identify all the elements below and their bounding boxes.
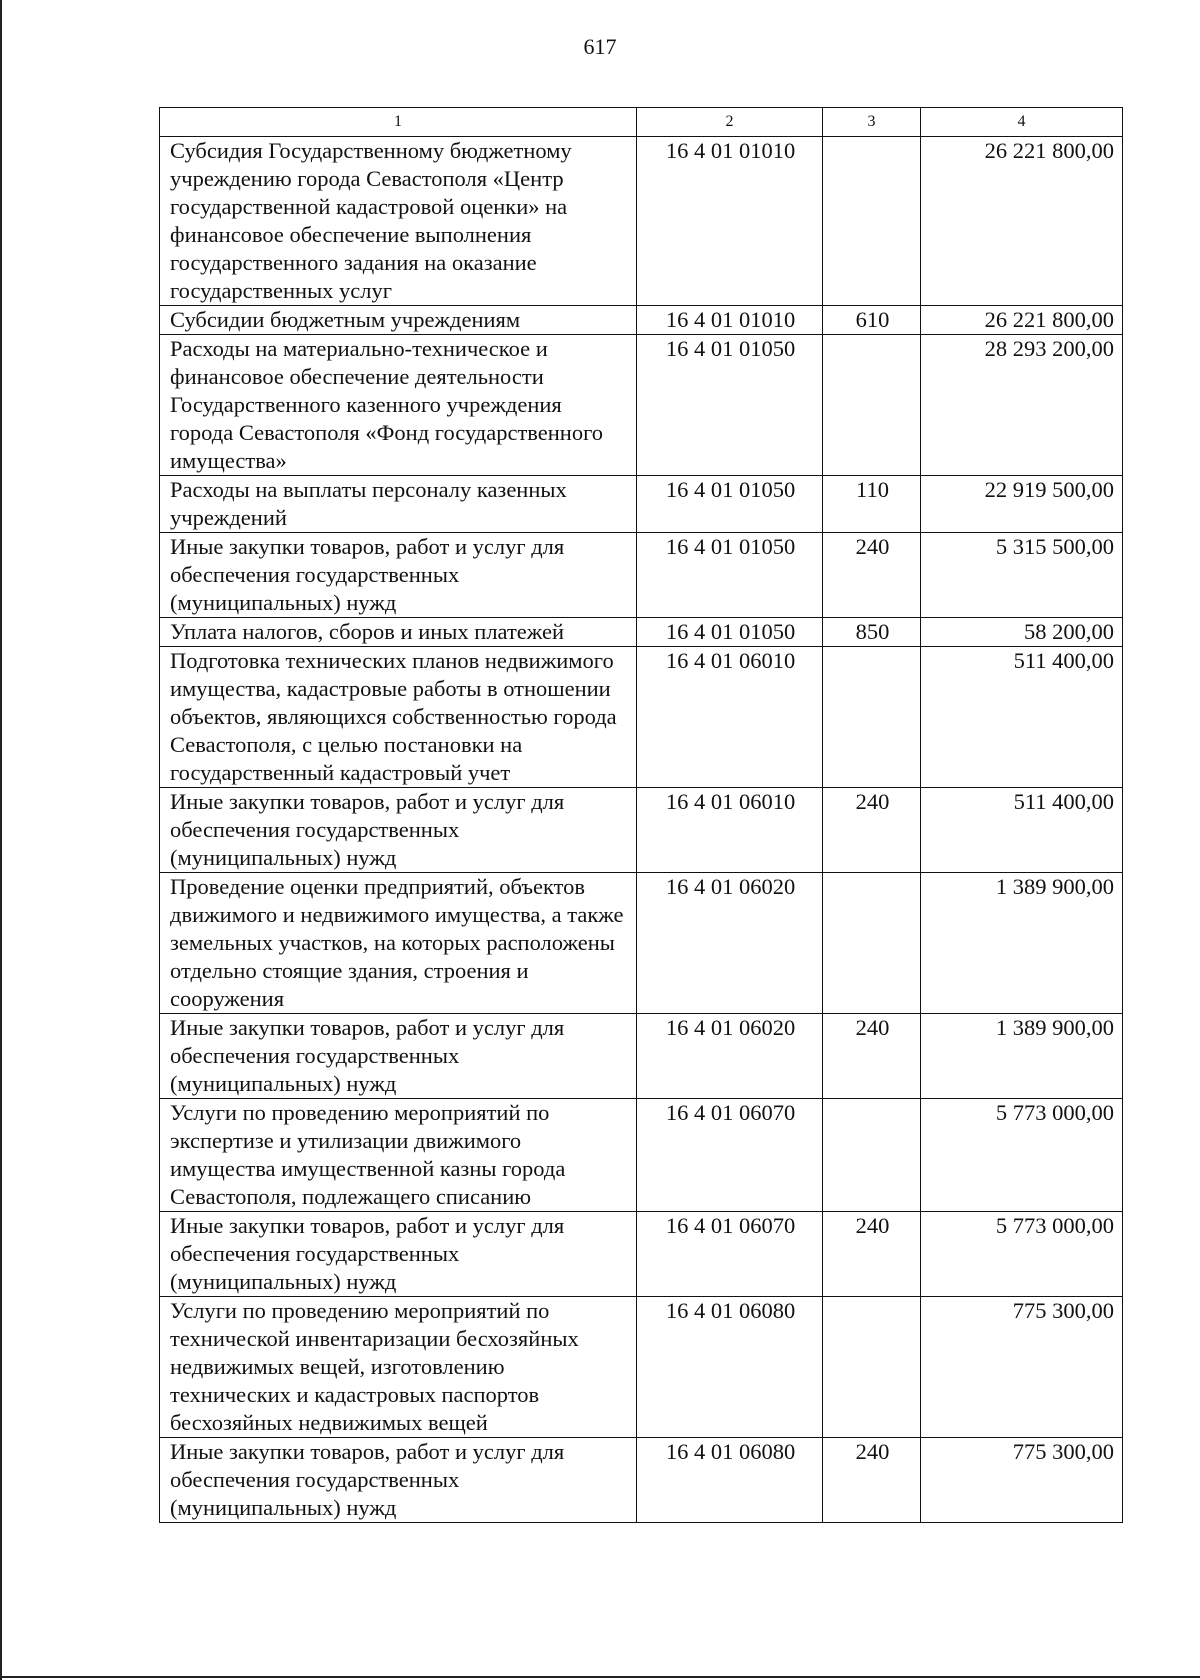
column-number-3: 3 — [823, 108, 921, 137]
amount-cell: 775 300,00 — [921, 1297, 1123, 1438]
target-code-cell: 16 4 01 06010 — [637, 647, 823, 788]
target-code-cell: 16 4 01 01050 — [637, 533, 823, 618]
table-row — [160, 788, 1123, 873]
expense-type-cell — [823, 873, 921, 1014]
target-code-cell: 16 4 01 01010 — [637, 137, 823, 306]
table-row — [160, 1297, 1123, 1438]
column-number-4: 4 — [921, 108, 1123, 137]
amount-cell: 5 773 000,00 — [921, 1212, 1123, 1297]
expense-name-cell: Расходы на материально-техническое и финансовое обеспечение деятельности Государственного казенного учреждения города Севастополя «Фонд государственного имущества» — [160, 335, 637, 476]
expense-name-cell: Иные закупки товаров, работ и услуг для обеспечения государственных (муниципальных) нужд — [160, 533, 637, 618]
table-row — [160, 873, 1123, 1014]
expense-type-cell — [823, 1297, 921, 1438]
expense-type-cell: 610 — [823, 306, 921, 335]
expense-name-cell: Услуги по проведению мероприятий по технической инвентаризации бесхозяйных недвижимых вещей, изготовлению технических и кадастровых паспортов бесхозяйных недвижимых вещей — [160, 1297, 637, 1438]
table-row — [160, 306, 1123, 335]
expense-name-cell: Субсидия Государственному бюджетному учреждению города Севастополя «Центр государственной кадастровой оценки» на финансовое обеспечение выполнения государственного задания на оказание государственных услуг — [160, 137, 637, 306]
target-code-cell: 16 4 01 06080 — [637, 1297, 823, 1438]
budget-table-body — [160, 108, 1123, 1523]
expense-type-cell — [823, 1099, 921, 1212]
expense-type-cell — [823, 137, 921, 306]
expense-name-cell: Расходы на выплаты персоналу казенных учреждений — [160, 476, 637, 533]
budget-table — [159, 107, 1123, 1523]
expense-name-cell: Уплата налогов, сборов и иных платежей — [160, 618, 637, 647]
target-code-cell: 16 4 01 01050 — [637, 476, 823, 533]
expense-type-cell: 240 — [823, 1014, 921, 1099]
amount-cell: 511 400,00 — [921, 788, 1123, 873]
amount-cell: 22 919 500,00 — [921, 476, 1123, 533]
expense-name-cell: Субсидии бюджетным учреждениям — [160, 306, 637, 335]
expense-name-cell: Иные закупки товаров, работ и услуг для обеспечения государственных (муниципальных) нужд — [160, 788, 637, 873]
scan-edge-bottom — [0, 1676, 1200, 1678]
amount-cell: 1 389 900,00 — [921, 873, 1123, 1014]
amount-cell: 26 221 800,00 — [921, 137, 1123, 306]
expense-type-cell: 240 — [823, 788, 921, 873]
target-code-cell: 16 4 01 01050 — [637, 618, 823, 647]
expense-type-cell: 240 — [823, 1212, 921, 1297]
amount-cell: 58 200,00 — [921, 618, 1123, 647]
target-code-cell: 16 4 01 01010 — [637, 306, 823, 335]
table-row — [160, 533, 1123, 618]
table-row — [160, 647, 1123, 788]
expense-name-cell: Иные закупки товаров, работ и услуг для обеспечения государственных (муниципальных) нужд — [160, 1212, 637, 1297]
expense-type-cell — [823, 647, 921, 788]
target-code-cell: 16 4 01 01050 — [637, 335, 823, 476]
amount-cell: 1 389 900,00 — [921, 1014, 1123, 1099]
expense-name-cell: Подготовка технических планов недвижимого имущества, кадастровые работы в отношении объектов, являющихся собственностью города Севастополя, с целью постановки на государственный кадастровый учет — [160, 647, 637, 788]
column-number-1: 1 — [160, 108, 637, 137]
table-row — [160, 1014, 1123, 1099]
expense-name-cell: Услуги по проведению мероприятий по экспертизе и утилизации движимого имущества имущественной казны города Севастополя, подлежащего списанию — [160, 1099, 637, 1212]
target-code-cell: 16 4 01 06080 — [637, 1438, 823, 1523]
expense-type-cell: 850 — [823, 618, 921, 647]
expense-type-cell — [823, 335, 921, 476]
expense-name-cell: Проведение оценки предприятий, объектов движимого и недвижимого имущества, а также земельных участков, на которых расположены отдельно стоящие здания, строения и сооружения — [160, 873, 637, 1014]
target-code-cell: 16 4 01 06070 — [637, 1212, 823, 1297]
expense-name-cell: Иные закупки товаров, работ и услуг для обеспечения государственных (муниципальных) нужд — [160, 1014, 637, 1099]
table-row — [160, 476, 1123, 533]
table-row — [160, 137, 1123, 306]
column-number-2: 2 — [637, 108, 823, 137]
amount-cell: 511 400,00 — [921, 647, 1123, 788]
expense-type-cell: 110 — [823, 476, 921, 533]
table-row — [160, 1212, 1123, 1297]
expense-type-cell: 240 — [823, 533, 921, 618]
page-number: 617 — [583, 34, 617, 59]
table-row — [160, 618, 1123, 647]
table-row — [160, 1438, 1123, 1523]
expense-type-cell: 240 — [823, 1438, 921, 1523]
expense-name-cell: Иные закупки товаров, работ и услуг для обеспечения государственных (муниципальных) нужд — [160, 1438, 637, 1523]
amount-cell: 5 315 500,00 — [921, 533, 1123, 618]
target-code-cell: 16 4 01 06020 — [637, 873, 823, 1014]
amount-cell: 28 293 200,00 — [921, 335, 1123, 476]
amount-cell: 5 773 000,00 — [921, 1099, 1123, 1212]
target-code-cell: 16 4 01 06020 — [637, 1014, 823, 1099]
table-row — [160, 335, 1123, 476]
amount-cell: 775 300,00 — [921, 1438, 1123, 1523]
scan-edge-left — [0, 0, 2, 1680]
amount-cell: 26 221 800,00 — [921, 306, 1123, 335]
target-code-cell: 16 4 01 06010 — [637, 788, 823, 873]
table-row — [160, 1099, 1123, 1212]
column-number-row — [160, 108, 1123, 137]
target-code-cell: 16 4 01 06070 — [637, 1099, 823, 1212]
